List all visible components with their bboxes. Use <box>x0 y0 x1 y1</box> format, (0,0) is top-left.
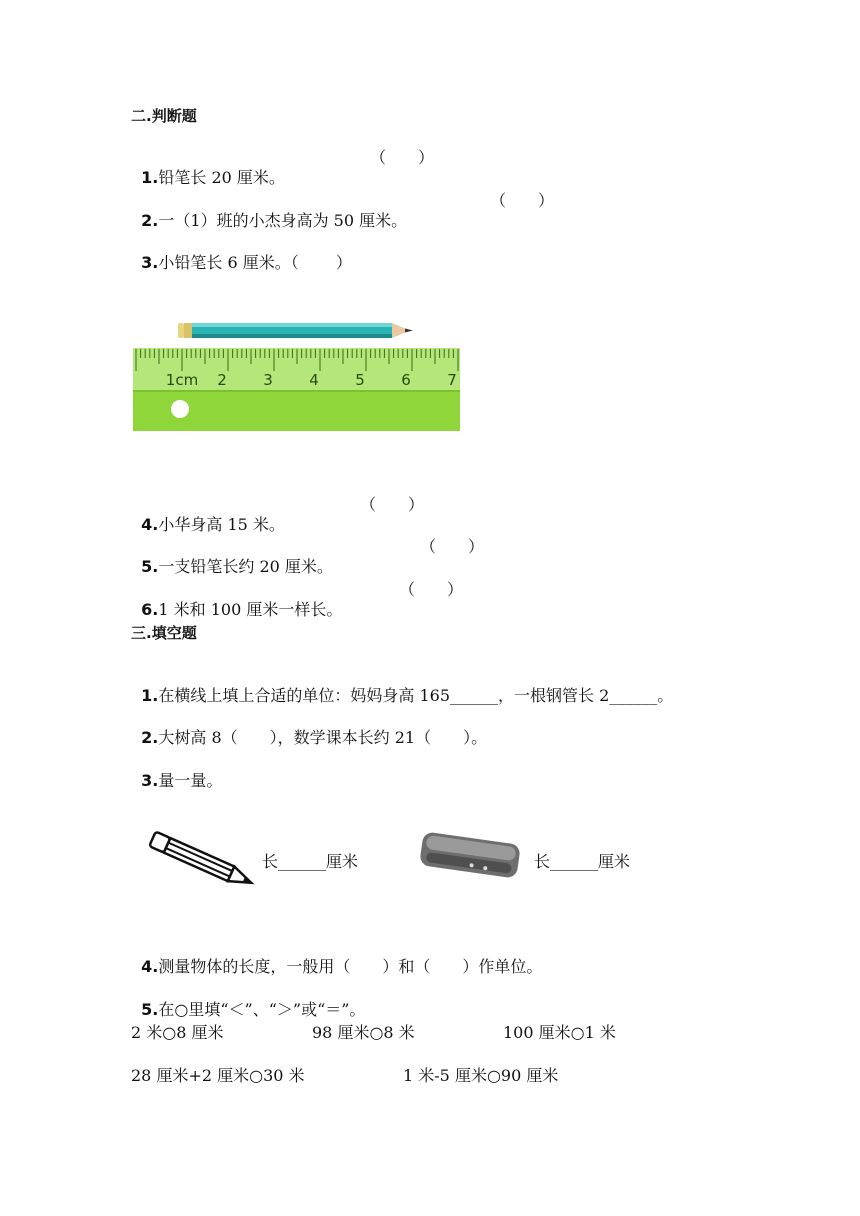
item-text: 量一量。 <box>158 771 223 790</box>
judgement-item-3 <box>131 233 352 273</box>
item-text: 在○里填“＜”、“＞”或“＝”。 <box>158 1000 366 1019</box>
ruler-label: 6 <box>401 371 411 389</box>
item-number: 2. <box>141 728 159 747</box>
section-heading-judgement: 二.判断题 <box>131 107 197 125</box>
pencil-icon <box>140 830 265 890</box>
ruler-label: 1cm <box>165 371 199 389</box>
judgement-item-5 <box>131 537 333 577</box>
ruler-label: 4 <box>309 371 319 389</box>
item-number: 4. <box>141 515 159 534</box>
answer-paren[interactable]: （ ） <box>399 580 464 599</box>
ruler-label: 3 <box>263 371 273 389</box>
item-text: 在横线上填上合适的单位：妈妈身高 165______，一根钢管长 2______。 <box>158 686 674 705</box>
item-number: 3. <box>141 253 159 272</box>
pencil-icon <box>178 323 413 338</box>
answer-paren[interactable]: （ ） <box>360 495 425 514</box>
item-number: 1. <box>141 168 159 187</box>
fill-item-2 <box>131 708 487 748</box>
fill-item-5 <box>131 980 365 1020</box>
judgement-item-6 <box>131 580 342 620</box>
compare-item[interactable]: 28 厘米+2 厘米○30 米 <box>131 1066 305 1085</box>
item-number: 4. <box>141 957 159 976</box>
item-text: 铅笔长 20 厘米。 <box>158 168 285 187</box>
pencil-on-ruler-illustration <box>130 315 465 435</box>
compare-item[interactable]: 98 厘米○8 米 <box>312 1023 415 1042</box>
answer-paren[interactable]: （ ） <box>420 537 485 556</box>
pencil-length-blank[interactable]: 长______厘米 <box>262 852 359 871</box>
eraser-icon <box>415 828 525 883</box>
item-text: 小华身高 15 米。 <box>158 515 285 534</box>
answer-paren[interactable]: （ ） <box>490 191 555 210</box>
item-number: 5. <box>141 1000 159 1019</box>
item-number: 5. <box>141 557 159 576</box>
item-number: 3. <box>141 771 159 790</box>
item-text: 测量物体的长度，一般用（ ）和（ ）作单位。 <box>158 957 543 976</box>
item-text: 大树高 8（ ），数学课本长约 21（ ）。 <box>158 728 488 747</box>
item-text: 1 米和 100 厘米一样长。 <box>158 600 343 619</box>
ruler-label: 5 <box>355 371 365 389</box>
eraser-length-blank[interactable]: 长______厘米 <box>534 852 631 871</box>
item-number: 6. <box>141 600 159 619</box>
judgement-item-1 <box>131 148 285 188</box>
compare-item[interactable]: 100 厘米○1 米 <box>503 1023 616 1042</box>
item-number: 1. <box>141 686 159 705</box>
fill-item-3 <box>131 751 222 791</box>
fill-item-4 <box>131 937 542 977</box>
item-number: 2. <box>141 211 159 230</box>
ruler-label: 2 <box>217 371 227 389</box>
fill-item-1 <box>131 666 673 706</box>
ruler <box>133 348 460 431</box>
compare-item[interactable]: 2 米○8 厘米 <box>131 1023 224 1042</box>
judgement-item-2 <box>131 191 407 231</box>
judgement-item-4 <box>131 495 285 535</box>
section-heading-fill-blank: 三.填空题 <box>131 624 197 642</box>
compare-item[interactable]: 1 米-5 厘米○90 厘米 <box>403 1066 559 1085</box>
answer-paren[interactable]: （ ） <box>370 148 435 167</box>
item-text: 小铅笔长 6 厘米。（ ） <box>158 253 352 272</box>
item-text: 一支铅笔长约 20 厘米。 <box>158 557 333 576</box>
item-text: 一（1）班的小杰身高为 50 厘米。 <box>158 211 408 230</box>
ruler-label: 7 <box>447 371 457 389</box>
